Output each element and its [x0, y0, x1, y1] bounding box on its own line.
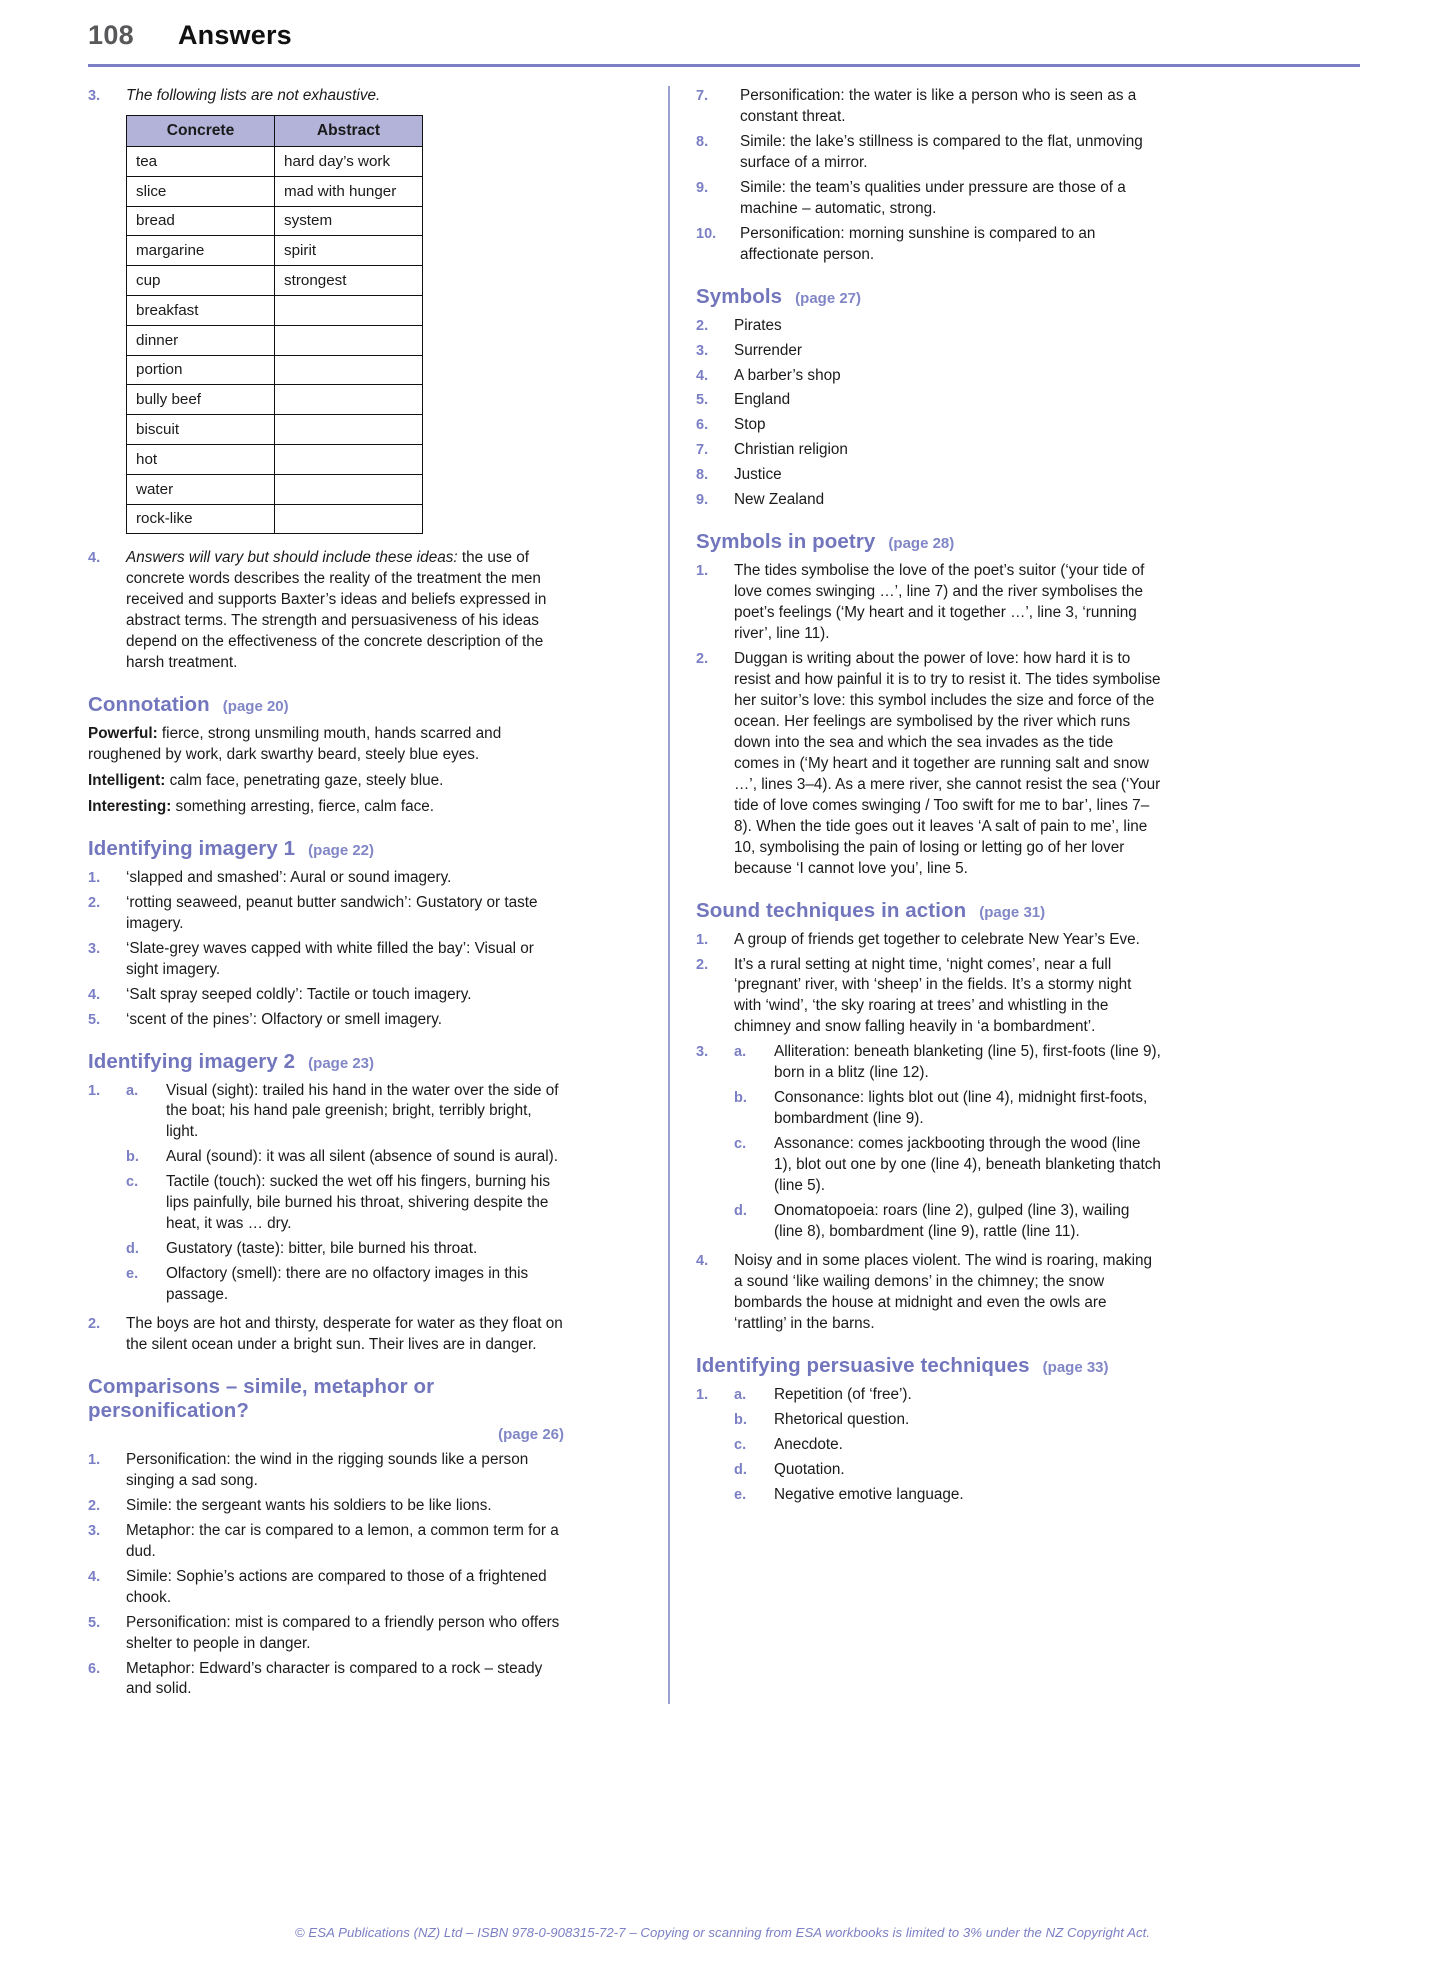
sub-item-text: Anecdote.: [774, 1435, 843, 1453]
item-text: ‘slapped and smashed’: Aural or sound imagery.: [126, 868, 452, 886]
table-cell-concrete: biscuit: [127, 415, 275, 445]
list-item: [88, 1496, 564, 1517]
section-heading-comparisons: [88, 1375, 564, 1423]
item-text: It’s a rural setting at night time, ‘night comes’, near a full ‘pregnant’ river, with ‘sheep’ in the fields. It’s a stormy night with ‘wind’, ‘the sky roaring at trees’ and whistling in the chimney and snow falling heavily in ‘a bombardment’.: [734, 955, 1132, 1036]
identifying-imagery-1-list: [88, 868, 564, 1031]
list-item: [88, 1450, 564, 1492]
list-item: [88, 868, 564, 889]
table-cell-concrete: slice: [127, 176, 275, 206]
list-item: [696, 490, 1162, 511]
symbols-list: [696, 316, 1162, 512]
list-item: [88, 1521, 564, 1563]
sub-item-text: Tactile (touch): sucked the wet off his fingers, burning his lips painfully, bile burned his throat, shivering despite the heat, it was … dry.: [166, 1173, 551, 1233]
item-number: 3.: [88, 88, 101, 104]
table-row: [127, 236, 423, 266]
section-title: Comparisons – simile, metaphor or personification?: [88, 1374, 435, 1422]
item-text: Personification: morning sunshine is compared to an affectionate person.: [740, 224, 1096, 263]
sub-item-letter: c.: [734, 1136, 747, 1153]
list-item: [696, 1385, 1162, 1510]
section-heading-symbols-in-poetry: [696, 530, 1162, 554]
section-title: Identifying persuasive techniques: [696, 1353, 1030, 1377]
list-item: [88, 1081, 564, 1311]
connotation-line: [88, 797, 564, 818]
item-number: 2.: [88, 1497, 101, 1514]
table-cell-abstract: spirit: [275, 236, 423, 266]
section-page-ref: (page 22): [308, 841, 375, 859]
sub-item-letter: c.: [734, 1436, 747, 1453]
list-item: [696, 224, 1162, 266]
sub-item-letter: d.: [734, 1461, 747, 1478]
list-item: [88, 1314, 564, 1356]
table-cell-abstract: [275, 444, 423, 474]
table-cell-concrete: bully beef: [127, 385, 275, 415]
sub-list-item: [126, 1172, 564, 1235]
section-page-ref: (page 26): [498, 1425, 564, 1443]
table-cell-abstract: [275, 325, 423, 355]
header-divider: [88, 64, 1360, 67]
sub-list-item: [734, 1435, 1162, 1456]
item-text-italic-lead: Answers will vary but should include these ideas:: [126, 549, 458, 567]
list-item: [696, 178, 1162, 220]
table-row: [127, 176, 423, 206]
item-number: 5.: [88, 1011, 101, 1028]
sub-item-text: Repetition (of ‘free’).: [774, 1385, 912, 1403]
item-text: A group of friends get together to celebrate New Year’s Eve.: [734, 930, 1140, 948]
list-item: [696, 440, 1162, 461]
table-cell-abstract: [275, 415, 423, 445]
section-heading-persuasive-techniques: [696, 1354, 1162, 1378]
item-number: 2.: [88, 894, 101, 911]
item-number: 2.: [696, 651, 709, 668]
item-text: Christian religion: [734, 441, 848, 459]
list-item: [88, 1659, 564, 1701]
item-number: 7.: [696, 88, 709, 104]
column-header-concrete: Concrete: [127, 115, 275, 146]
connotation-line: [88, 724, 564, 766]
item-number: 4.: [88, 986, 101, 1003]
sub-list-item: [734, 1460, 1162, 1481]
list-item: [696, 341, 1162, 362]
item-text: ‘scent of the pines’: Olfactory or smell imagery.: [126, 1010, 442, 1028]
list-item: [696, 390, 1162, 411]
item-text: Simile: Sophie’s actions are compared to those of a frightened chook.: [126, 1567, 547, 1606]
item-number: 8.: [696, 467, 709, 484]
sub-list-item: [126, 1081, 564, 1144]
table-cell-abstract: [275, 474, 423, 504]
item-number: 3.: [696, 1044, 709, 1061]
sub-item-letter: d.: [126, 1241, 139, 1258]
section-title: Symbols: [696, 284, 783, 308]
comparisons-continued-list: [696, 86, 1162, 266]
list-item: [696, 86, 1162, 128]
table-row: [127, 266, 423, 296]
item-number: 9.: [696, 492, 709, 509]
connotation-line: [88, 771, 564, 792]
list-item: [696, 649, 1162, 879]
item-text: ‘Slate-grey waves capped with white filled the bay’: Visual or sight imagery.: [126, 939, 534, 978]
connotation-label: Intelligent:: [88, 771, 166, 789]
item-text: Duggan is writing about the power of love: how hard it is to resist and how painful it is to try to resist it. The tides symbolise her suitor’s love: this symbol includes the size and force of the ocean. Her feelings are symbolised by the river which runs down into the sea and which the sea invades as the tide comes in (‘My heart and it together are running salt and snow …’, lines 3–4). As a mere river, she cannot resist the sea (‘Your tide of love comes swinging / Too swift for me to bar’, lines 7–8). When the tide goes out it leaves ‘A salt of pain to me’, line 10, symbolising the pain of losing or letting go of her lover because ‘I cannot love you’, line 5.: [734, 650, 1161, 877]
item-number: 1.: [88, 1451, 101, 1468]
sub-item-text: Quotation.: [774, 1460, 845, 1478]
table-row: [127, 385, 423, 415]
section-title: Identifying imagery 1: [88, 836, 296, 860]
table-cell-abstract: system: [275, 206, 423, 236]
table-row: [127, 504, 423, 534]
item-text: Stop: [734, 416, 766, 434]
table-header-row: [127, 115, 423, 146]
item-number: 2.: [696, 317, 709, 334]
table-cell-abstract: hard day’s work: [275, 146, 423, 176]
section-heading-identifying-imagery-1: [88, 837, 564, 861]
item-text: Metaphor: the car is compared to a lemon, a common term for a dud.: [126, 1521, 559, 1560]
section-title: Symbols in poetry: [696, 530, 876, 554]
concrete-abstract-table-wrapper: [126, 115, 564, 534]
item-text: The boys are hot and thirsty, desperate for water as they float on the silent ocean under a bright sun. Their lives are in danger.: [126, 1315, 563, 1353]
item-text: Personification: mist is compared to a friendly person who offers shelter to people in danger.: [126, 1613, 560, 1652]
table-row: [127, 355, 423, 385]
section-title: Connotation: [88, 693, 210, 717]
item-text: [126, 548, 564, 674]
sub-item-text: Onomatopoeia: roars (line 2), gulped (line 3), wailing (line 8), bombardment (line 9), rattle (line 11).: [774, 1201, 1130, 1240]
sub-item-letter: b.: [734, 1090, 747, 1107]
connotation-text: calm face, penetrating gaze, steely blue.: [165, 771, 444, 789]
sub-item-letter: b.: [734, 1411, 747, 1428]
list-item: [696, 415, 1162, 436]
section-page-ref: (page 33): [1042, 1358, 1109, 1376]
item-text: Noisy and in some places violent. The wind is roaring, making a sound ‘like wailing demons’ in the chimney; the snow bombards the house at midnight and even the owls are ‘rattling’ in the barns.: [734, 1251, 1153, 1332]
item-text: Metaphor: Edward’s character is compared to a rock – steady and solid.: [126, 1659, 543, 1698]
item-number: 8.: [696, 133, 709, 150]
table-row: [127, 415, 423, 445]
sub-item-letter: b.: [126, 1149, 139, 1166]
list-item: [696, 955, 1162, 1039]
sub-item-letter: e.: [734, 1486, 747, 1503]
sub-item-list: [734, 1385, 1162, 1510]
sub-list-item: [734, 1385, 1162, 1406]
section-page-ref: (page 27): [795, 289, 862, 307]
item-number: 2.: [88, 1316, 101, 1333]
table-cell-abstract: [275, 385, 423, 415]
section-page-ref: (page 23): [308, 1054, 375, 1072]
connotation-label: Interesting:: [88, 797, 172, 815]
two-column-body: [88, 86, 1360, 1704]
section-title: Identifying imagery 2: [88, 1049, 296, 1073]
list-item: [696, 465, 1162, 486]
sub-list-item: [734, 1485, 1162, 1506]
sub-item-text: Rhetorical question.: [774, 1410, 910, 1428]
section-page-ref: (page 31): [979, 903, 1046, 921]
sub-item-text: Gustatory (taste): bitter, bile burned his throat.: [166, 1240, 478, 1258]
sub-list-item: [126, 1264, 564, 1306]
item-text: The tides symbolise the love of the poet’s suitor (‘your tide of love comes swinging …’, line 7) and the river symbolises the poet’s feelings (‘My heart and it together …’, line 3, ‘running river’, line 11).: [734, 562, 1145, 643]
comparisons-page-ref-row: [88, 1426, 564, 1444]
item-text: Simile: the lake’s stillness is compared to the flat, unmoving surface of a mirror.: [740, 132, 1143, 171]
item-text: Simile: the team’s qualities under pressure are those of a machine – automatic, strong.: [740, 178, 1126, 217]
item-number: 1.: [696, 563, 709, 580]
item-number: 7.: [696, 442, 709, 459]
section-page-ref: (page 20): [222, 698, 289, 716]
sub-item-text: Negative emotive language.: [774, 1485, 964, 1503]
connotation-label: Powerful:: [88, 725, 158, 743]
list-item: [88, 86, 564, 107]
section-heading-sound-techniques: [696, 899, 1162, 923]
item-text: England: [734, 391, 791, 409]
table-cell-concrete: breakfast: [127, 295, 275, 325]
table-cell-concrete: bread: [127, 206, 275, 236]
list-item: [88, 1010, 564, 1031]
item-number: 9.: [696, 179, 709, 196]
item-text: Surrender: [734, 341, 803, 359]
item-text: Personification: the water is like a person who is seen as a constant threat.: [740, 87, 1137, 125]
list-item: [696, 366, 1162, 387]
table-row: [127, 474, 423, 504]
list-item: [696, 1042, 1162, 1247]
table-row: [127, 444, 423, 474]
item-text: Personification: the wind in the rigging sounds like a person singing a sad song.: [126, 1450, 529, 1489]
item-text: A barber’s shop: [734, 366, 841, 384]
sub-item-text: Assonance: comes jackbooting through the wood (line 1), blot out one by one (line 4), beneath blanketing thatch (line 5).: [774, 1135, 1161, 1195]
table-cell-concrete: tea: [127, 146, 275, 176]
table-cell-concrete: hot: [127, 444, 275, 474]
item-number: 4.: [88, 550, 101, 567]
item-text: Pirates: [734, 316, 782, 334]
item-text: The following lists are not exhaustive.: [126, 87, 381, 104]
section-heading-identifying-imagery-2: [88, 1050, 564, 1074]
comparisons-list: [88, 1450, 564, 1700]
sub-item-letter: e.: [126, 1266, 139, 1283]
list-item: [696, 316, 1162, 337]
connotation-text: fierce, strong unsmiling mouth, hands scarred and roughened by work, dark swarthy beard, steely blue eyes.: [88, 725, 502, 763]
table-cell-concrete: portion: [127, 355, 275, 385]
connotation-text: something arresting, fierce, calm face.: [171, 797, 435, 815]
sub-item-letter: d.: [734, 1202, 747, 1219]
table-cell-abstract: [275, 295, 423, 325]
item-number: 10.: [696, 225, 717, 242]
table-row: [127, 146, 423, 176]
section-title: Sound techniques in action: [696, 898, 967, 922]
table-row: [127, 325, 423, 355]
sub-item-text: Visual (sight): trailed his hand in the water over the side of the boat; his hand pale greenish; bright, terribly bright, light.: [166, 1081, 559, 1141]
sub-item-text: Consonance: lights blot out (line 4), midnight first-foots, bombardment (line 9).: [774, 1089, 1148, 1128]
sub-list-item: [734, 1088, 1162, 1130]
page-header: [88, 20, 1358, 51]
section-heading-symbols: [696, 285, 1162, 309]
table-cell-concrete: rock-like: [127, 504, 275, 534]
sub-item-letter: c.: [126, 1174, 139, 1191]
item-number: 4.: [88, 1568, 101, 1585]
item-text: ‘rotting seaweed, peanut butter sandwich’: Gustatory or taste imagery.: [126, 893, 538, 932]
sub-item-text: Olfactory (smell): there are no olfactory images in this passage.: [166, 1265, 529, 1304]
sub-list-item: [126, 1147, 564, 1168]
concrete-abstract-table: [126, 115, 423, 534]
item-number: 1.: [696, 931, 709, 948]
sub-item-list: [734, 1042, 1162, 1247]
table-cell-concrete: water: [127, 474, 275, 504]
sub-list-item: [734, 1201, 1162, 1243]
list-item: [696, 930, 1162, 951]
list-item: [696, 1251, 1162, 1335]
table-cell-concrete: cup: [127, 266, 275, 296]
page-title: Answers: [177, 20, 292, 50]
sub-item-letter: a.: [734, 1044, 747, 1061]
section-page-ref: (page 28): [888, 535, 955, 553]
sub-list-item: [734, 1042, 1162, 1084]
table-cell-concrete: margarine: [127, 236, 275, 266]
list-item: [696, 132, 1162, 174]
table-cell-abstract: [275, 504, 423, 534]
page-number: 108: [88, 20, 134, 50]
item-number: 1.: [88, 1082, 101, 1099]
item-text: ‘Salt spray seeped coldly’: Tactile or touch imagery.: [126, 985, 472, 1003]
list-item: [696, 561, 1162, 645]
item-text: New Zealand: [734, 491, 825, 509]
symbols-in-poetry-list: [696, 561, 1162, 879]
item-number: 6.: [88, 1660, 101, 1677]
item-number: 4.: [696, 1252, 709, 1269]
table-cell-abstract: [275, 355, 423, 385]
item-text: Simile: the sergeant wants his soldiers to be like lions.: [126, 1496, 492, 1514]
item-number: 1.: [696, 1386, 709, 1403]
section-heading-connotation: [88, 693, 564, 717]
sub-item-letter: a.: [126, 1082, 139, 1099]
table-cell-concrete: dinner: [127, 325, 275, 355]
table-row: [127, 295, 423, 325]
table-cell-abstract: mad with hunger: [275, 176, 423, 206]
table-row: [127, 206, 423, 236]
sub-item-text: Aural (sound): it was all silent (absence of sound is aural).: [166, 1148, 558, 1166]
item-number: 1.: [88, 869, 101, 886]
item-text-rest: the use of concrete words describes the reality of the treatment the men received and supports Baxter’s ideas and beliefs expressed in abstract terms. The strength and persuasiveness of his ideas depend on the effectiveness of the concrete description of the harsh treatment.: [126, 549, 547, 672]
sub-list-item: [734, 1134, 1162, 1197]
sub-list-item: [126, 1239, 564, 1260]
item-number: 2.: [696, 956, 709, 973]
list-item: [88, 939, 564, 981]
item-number: 3.: [88, 1522, 101, 1539]
item-text: Justice: [734, 466, 782, 484]
list-item: [88, 1613, 564, 1655]
column-header-abstract: Abstract: [275, 115, 423, 146]
item-number: 4.: [696, 367, 709, 384]
sub-item-letter: a.: [734, 1386, 747, 1403]
right-column: [668, 86, 1162, 1704]
table-cell-abstract: strongest: [275, 266, 423, 296]
item-number: 6.: [696, 417, 709, 434]
item-number: 5.: [88, 1614, 101, 1631]
left-column: [88, 86, 582, 1704]
connotation-lines: [88, 724, 564, 818]
page-footer: © ESA Publications (NZ) Ltd – ISBN 978-0-908315-72-7 – Copying or scanning from ESA workbooks is limited to 3% under the NZ Copyright Act.: [294, 1925, 1151, 1940]
list-item: [88, 985, 564, 1006]
list-item: [88, 548, 564, 674]
sub-item-text: Alliteration: beneath blanketing (line 5), first-foots (line 9), born in a blitz (line 12).: [774, 1043, 1161, 1082]
sub-item-list: [126, 1081, 564, 1311]
sub-list-item: [734, 1410, 1162, 1431]
item-number: 3.: [88, 940, 101, 957]
list-item: [88, 893, 564, 935]
item-number: 3.: [696, 342, 709, 359]
item-number: 5.: [696, 392, 709, 409]
list-item: [88, 1567, 564, 1609]
